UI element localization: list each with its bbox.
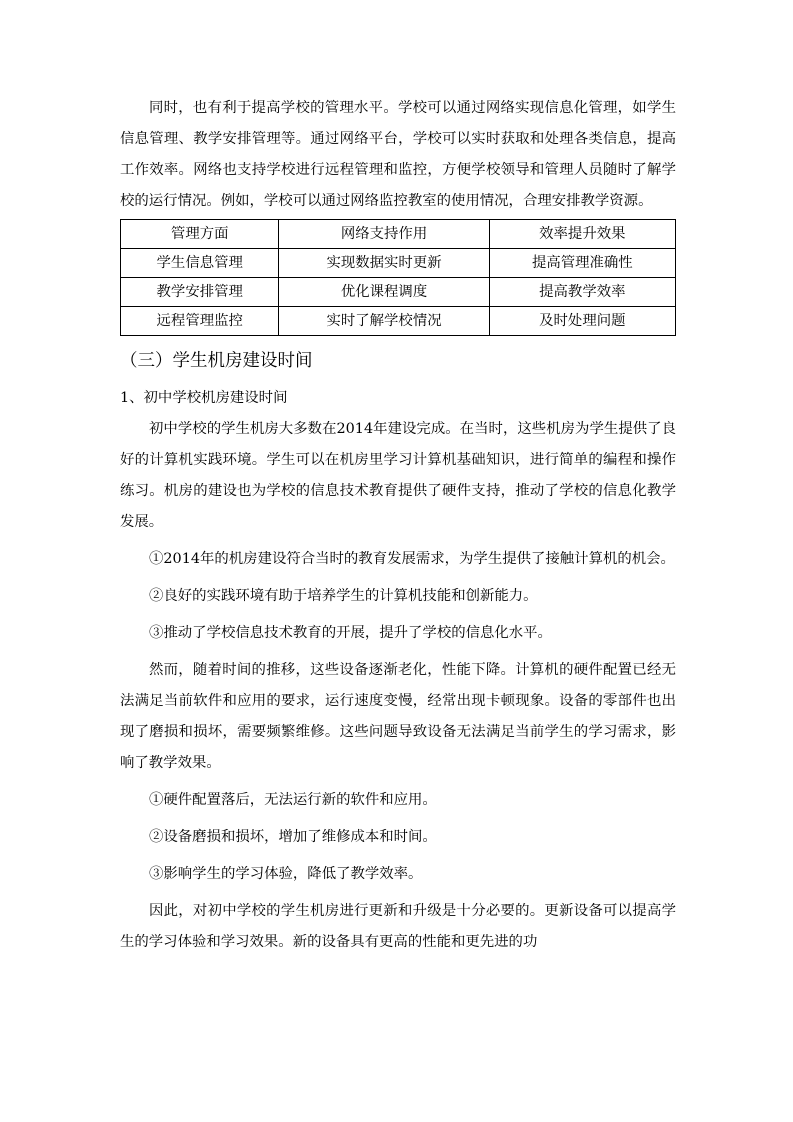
subsection-heading: 1、初中学校机房建设时间 [120, 390, 288, 406]
table-header-cell: 效率提升效果 [489, 220, 675, 249]
intro-paragraph: 同时，也有利于提高学校的管理水平。学校可以通过网络实现信息化管理，如学生信息管理、教学安排管理等。通过网络平台，学校可以实时获取和处理各类信息，提高工作效率。网络也支持学校进行远程管理和监控，方便学校领导和管理人员随时了解学校的运行情况。例如，学校可以通过网络监控教室的使用情况，合理安排教学资源。 [120, 100, 676, 209]
table-row [121, 249, 676, 278]
table-header-cell: 网络支持作用 [279, 220, 489, 249]
table-cell: 提高教学效率 [489, 278, 675, 307]
paragraph-upgrade: 因此，对初中学校的学生机房进行更新和升级是十分必要的。更新设备可以提高学生的学习体验和学习效果。新的设备具有更高的性能和更先进的功 [120, 903, 676, 950]
table-header-cell: 管理方面 [121, 220, 279, 249]
table-cell: 及时处理问题 [489, 307, 675, 336]
table-cell: 教学安排管理 [121, 278, 279, 307]
list-item: ③推动了学校信息技术教育的开展，提升了学校的信息化水平。 [149, 625, 552, 641]
table-cell: 优化课程调度 [279, 278, 489, 307]
table-cell: 提高管理准确性 [489, 249, 675, 278]
table-row [121, 307, 676, 336]
list-item: ①2014年的机房建设符合当时的教育发展需求，为学生提供了接触计算机的机会。 [149, 551, 675, 567]
table-cell: 实时了解学校情况 [279, 307, 489, 336]
list-item: ②良好的实践环境有助于培养学生的计算机技能和创新能力。 [149, 588, 538, 604]
list-item: ②设备磨损和损坏，增加了维修成本和时间。 [149, 829, 437, 845]
table-header-row [121, 220, 676, 249]
table-cell: 实现数据实时更新 [279, 249, 489, 278]
paragraph-construction: 初中学校的学生机房大多数在2014年建设完成。在当时，这些机房为学生提供了良好的计算机实践环境。学生可以在机房里学习计算机基础知识，进行简单的编程和操作练习。机房的建设也为学校的信息技术教育提供了硬件支持，推动了学校的信息化教学发展。 [120, 421, 676, 530]
paragraph-aging: 然而，随着时间的推移，这些设备逐渐老化，性能下降。计算机的硬件配置已经无法满足当前软件和应用的要求，运行速度变慢，经常出现卡顿现象。设备的零部件也出现了磨损和损坏，需要频繁维修。这些问题导致设备无法满足当前学生的学习需求，影响了教学效果。 [120, 662, 676, 771]
list-item: ①硬件配置落后，无法运行新的软件和应用。 [149, 792, 437, 808]
management-table [120, 219, 676, 336]
page-content [120, 93, 676, 958]
table-cell: 学生信息管理 [121, 249, 279, 278]
section-heading: （三）学生机房建设时间 [120, 351, 313, 371]
table-cell: 远程管理监控 [121, 307, 279, 336]
table-row [121, 278, 676, 307]
list-item: ③影响学生的学习体验，降低了教学效率。 [149, 866, 423, 882]
